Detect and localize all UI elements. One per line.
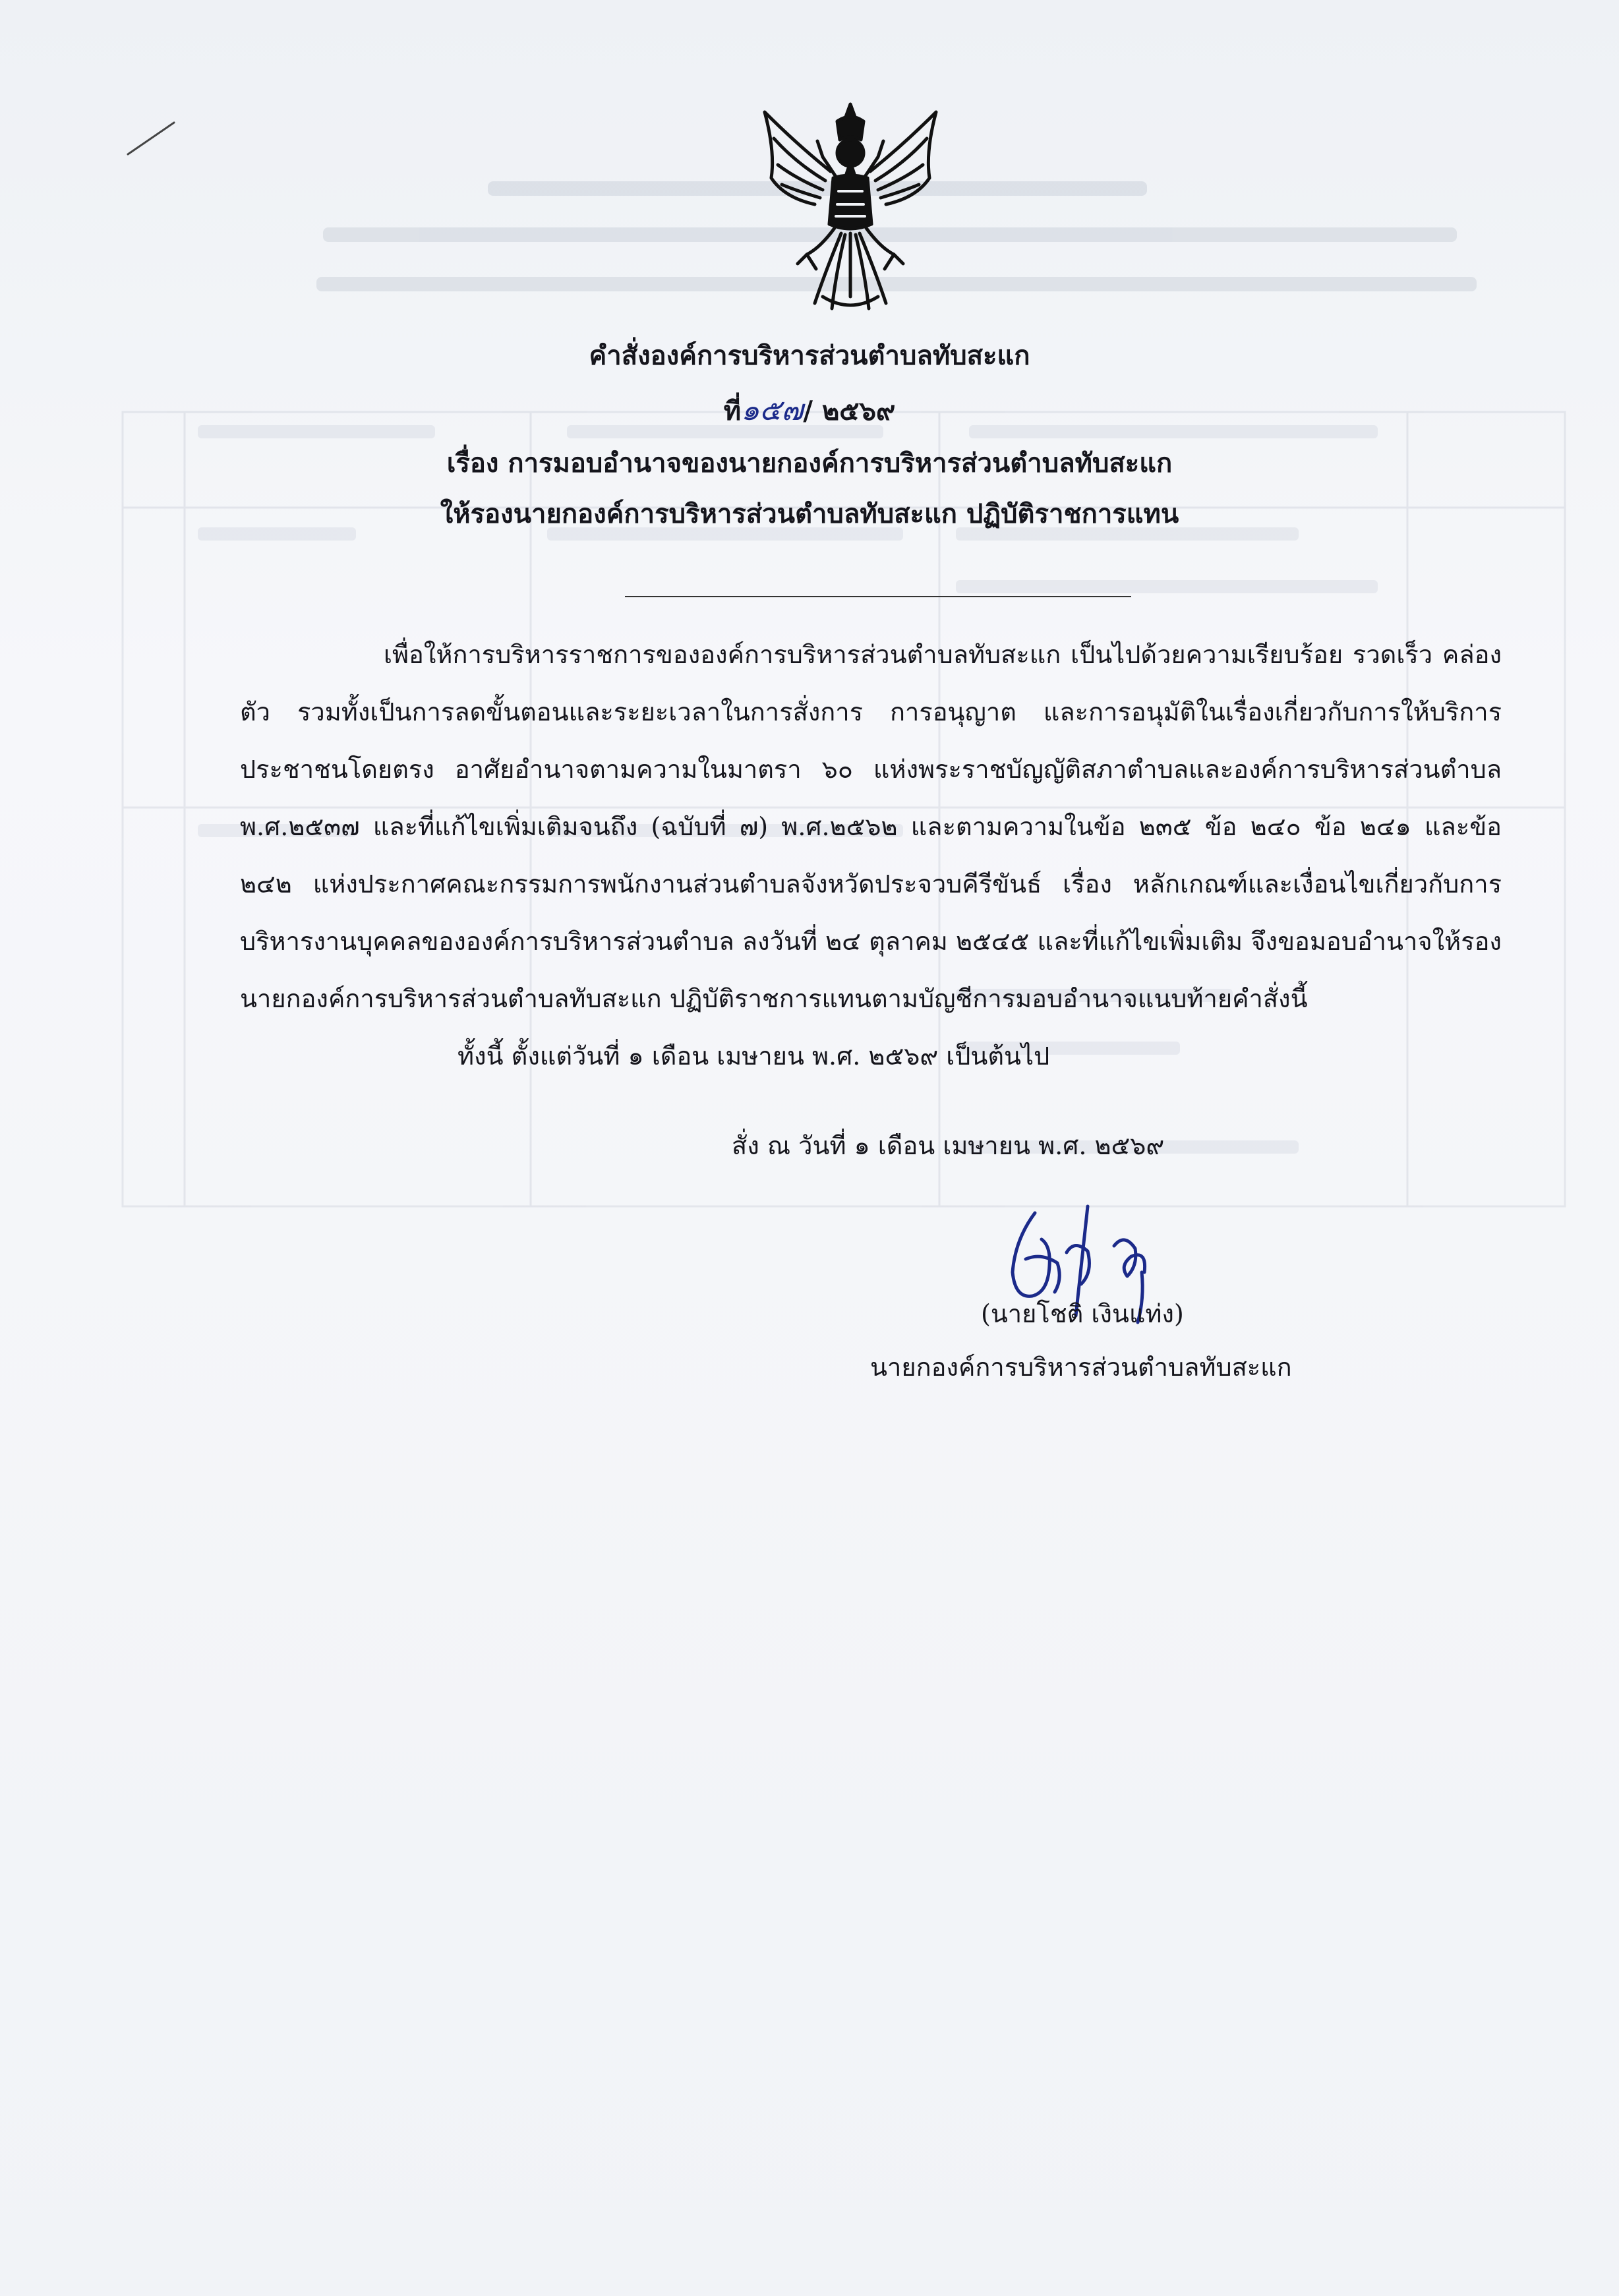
order-body [240, 626, 1502, 1085]
garuda-emblem-icon [751, 99, 949, 316]
order-number-year: / ๒๕๖๙ [803, 396, 896, 427]
body-paragraph: เพื่อให้การบริหารราชการขององค์การบริหารส่วนตำบลทับสะแก เป็นไปด้วยความเรียบร้อย รวดเร็ว คล่องตัว รวมทั้งเป็นการลดขั้นตอนและระยะเวลาในการสั่งการ การอนุญาต และการอนุมัติในเรื่องเกี่ยวกับการให้บริการประชาชนโดยตรง อาศัยอำนาจตามความในมาตรา ๖๐ แห่งพระราชบัญญัติสภาตำบลและองค์การบริหารส่วนตำบล พ.ศ.๒๕๓๗ และที่แก้ไขเพิ่มเติมจนถึง (ฉบับที่ ๗) พ.ศ.๒๕๖๒ และตามความในข้อ ๒๓๕ ข้อ ๒๔๐ ข้อ ๒๔๑ และข้อ ๒๔๒ แห่งประกาศคณะกรรมการพนักงานส่วนตำบลจังหวัดประจวบคีรีขันธ์ เรื่อง หลักเกณฑ์และเงื่อนไขเกี่ยวกับการบริหารงานบุคคลขององค์การบริหารส่วนตำบล ลงวันที่ ๒๔ ตุลาคม ๒๕๔๕ และที่แก้ไขเพิ่มเติม จึงขอมอบอำนาจให้รองนายกองค์การบริหารส่วนตำบลทับสะแก ปฏิบัติราชการแทนตามบัญชีการมอบอำนาจแนบท้ายคำสั่งนี้ [240, 640, 1502, 1013]
divider-line [625, 596, 1131, 597]
order-number [0, 392, 1619, 430]
order-heading: คำสั่งองค์การบริหารส่วนตำบลทับสะแก [589, 340, 1030, 371]
given-date-line: สั่ง ณ วันที่ ๑ เดือน เมษายน พ.ศ. ๒๕๖๙ [732, 1131, 1165, 1160]
order-number-handwritten: ๑๕๗ [741, 394, 804, 427]
effective-date-line: ทั้งนี้ ตั้งแต่วันที่ ๑ เดือน เมษายน พ.ศ. ๒๕๖๙ เป็นต้นไป [457, 1042, 1050, 1071]
subject-line-1: เรื่อง การมอบอำนาจของนายกองค์การบริหารส่วนตำบลทับสะแก [446, 448, 1173, 479]
signer-name: (นายโชติ เงินแท่ง) [981, 1299, 1184, 1328]
stray-pen-mark [125, 119, 178, 158]
order-number-prefix: ที่ [723, 396, 742, 427]
signer-title: นายกองค์การบริหารส่วนตำบลทับสะแก [870, 1353, 1292, 1382]
subject-line-2: ให้รองนายกองค์การบริหารส่วนตำบลทับสะแก ปฏิบัติราชการแทน [440, 498, 1179, 529]
